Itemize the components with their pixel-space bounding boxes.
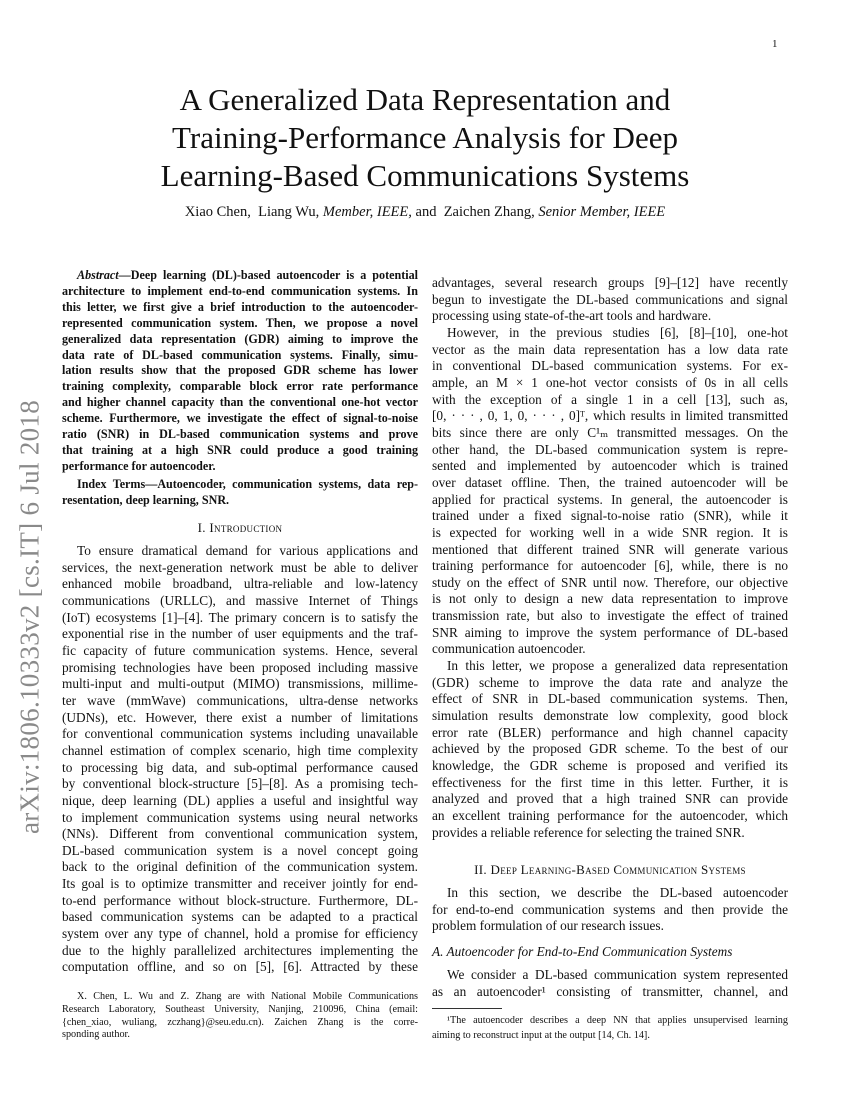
text-line: (NNs). Different from conventional communication system,: [62, 826, 418, 842]
title-line: Training-Performance Analysis for Deep: [172, 120, 678, 155]
text-line: an excellent training performance for the autoencoder, which: [432, 808, 788, 823]
arxiv-watermark[interactable]: arXiv:1806.10333v2 [cs.IT] 6 Jul 2018: [14, 399, 45, 835]
introduction-text-continued: [432, 275, 788, 841]
author: Liang Wu,: [258, 204, 320, 220]
text-line: training complexity, comparable block error rate performance: [62, 379, 418, 394]
text-line: fic capacity of future communication systems. Hence, several: [62, 642, 418, 658]
text-line: [0, · · · , 0, 1, 0, · · · , 0]ᵀ, which results in limited transmitted: [432, 408, 788, 424]
introduction-text: [62, 543, 418, 976]
text-line: analyzed and proved that a high trained SNR can provide: [432, 791, 788, 807]
text-line: architecture to implement end-to-end communication systems. In: [62, 283, 418, 298]
text-line: data rate of DL-based communication systems. Finally, simu-: [62, 347, 418, 362]
text-line: We consider a DL-based communication system represented: [447, 967, 788, 982]
text-line: ample, an M × 1 one-hot vector consists of 0s in all cells: [432, 374, 788, 390]
text-line: that training at a high SNR could produce a good training: [62, 442, 418, 457]
section-heading-introduction: I. Introduction: [197, 520, 283, 535]
author-list: [0, 204, 850, 221]
text-line: exponential rise in the number of user equipments and the traf-: [62, 626, 418, 642]
text-line: (IoT) ecosystems [1]–[4]. The primary concern is to satisfy the: [62, 609, 418, 625]
text-line: aiming to reconstruct input at the output [14, Ch. 14].: [432, 1029, 650, 1041]
text-line: is not only to design a new data representation to improve: [432, 591, 788, 607]
text-line: nique, deep learning (DL) applies a useful and insightful way: [62, 792, 418, 808]
paper-title: [0, 81, 850, 195]
text-line: scheme. Furthermore, we investigate the effect of signal-to-noise: [62, 411, 418, 426]
text-line: is expected for working well in a wide SNR region. It is: [432, 524, 788, 540]
text-line: transmission rate, but also to investigate the effect of trained: [432, 608, 788, 624]
footnote-rule: [432, 1008, 502, 1009]
subsection-heading: A. Autoencoder for End-to-End Communication Systems: [432, 944, 733, 959]
text-line: as an autoencoder¹ consisting of transmitter, channel, and: [432, 983, 788, 999]
text-line: for end-to-end communication systems and then provide the: [432, 901, 788, 917]
text-line: In this section, we describe the DL-based autoencoder: [447, 885, 788, 900]
text-line: in conventional DL-based communication systems. For ex-: [432, 358, 788, 374]
text-line: computation offline, and so on [5], [6]. Attracted by these: [62, 959, 418, 975]
author-conjunction: and: [415, 204, 437, 220]
text-line: In this letter, we propose a generalized data representation: [447, 658, 788, 674]
text-line: services, the next-generation network must be able to deliver: [62, 559, 418, 575]
text-line: over dataset offline. Then, the trained autoencoder will be: [432, 474, 788, 490]
text-line: error rate (BLER) performance and high channel capacity: [432, 724, 788, 740]
text-line: bits since there are only C¹ₘ transmitted messages. On the: [432, 424, 788, 440]
text-line: trained under a fixed signal-to-noise ratio (SNR), while it: [432, 508, 788, 524]
text-line: vector as the main data representation has a low data rate: [432, 341, 788, 357]
text-line: to processing big data, and sub-optimal performance caused: [62, 759, 418, 775]
text-line: to implement communication systems using neural networks: [62, 809, 418, 825]
text-line: problem formulation of our research issues.: [432, 918, 664, 934]
text-line: {chen_xiao, wuliang, zczhang}@seu.edu.cn). Zaichen Zhang is the corre-: [62, 1016, 418, 1028]
text-line: other hand, the DL-based communication system is repre-: [432, 441, 788, 457]
footnote-1: [432, 1014, 788, 1043]
text-line: performance for autoencoder.: [62, 458, 216, 473]
text-line: SNR aiming to improve the system performance of DL-based: [432, 624, 788, 640]
text-line: [62, 268, 418, 284]
text-line: generalized data representation (GDR) aiming to improve the: [62, 331, 418, 346]
abstract: [62, 268, 418, 475]
text-line: provides a reliable reference for selecting the trained SNR.: [432, 824, 745, 840]
section2-text: [432, 885, 788, 935]
text-line: (GDR) scheme to improve the data rate and analyze the: [432, 674, 788, 690]
section-label: Index Terms: [77, 477, 146, 491]
text-line: communications (URLLC), and massive Internet of Things: [62, 592, 418, 608]
text-line: lation results show that the proposed GDR scheme has lower: [62, 363, 418, 378]
text-line: mentioned that different trained SNR will generate various: [432, 541, 788, 557]
text-line: communication autoencoder.: [432, 641, 586, 657]
page-number: 1: [772, 38, 778, 50]
text-line: advantages, several research groups [9]–[12] have recently: [432, 275, 788, 290]
author: Xiao Chen,: [184, 204, 251, 220]
text-line: effect of SNR in DL-based communication systems. Then,: [432, 691, 788, 707]
text-line: channel estimation of complex scenario, high time complexity: [62, 742, 418, 758]
text-line: effectiveness for the first time in this letter. Further, it is: [432, 774, 788, 790]
text-line: simulation results demonstrate low complexity, good block: [432, 708, 788, 724]
text-line: to-end performance without block-structure. Furthermore, DL-: [62, 892, 418, 908]
author-role: Senior Member, IEEE: [538, 204, 666, 220]
text-line: system over any type of channel, hold a promise for efficiency: [62, 926, 418, 942]
text-line: ratio (SNR) in DL-based communication systems and prove: [62, 427, 418, 442]
text-line: ¹The autoencoder describes a deep NN that applies unsupervised learning: [447, 1015, 788, 1026]
line-text: —Deep learning (DL)-based autoencoder is a potential: [118, 268, 418, 282]
text-line: processing using state-of-the-art tools and hardware.: [432, 308, 712, 324]
author: Zaichen Zhang,: [443, 204, 535, 220]
text-line: resentation, deep learning, SNR.: [62, 492, 230, 507]
text-line: However, in the previous studies [6], [8]–[10], one-hot: [447, 324, 788, 340]
subsection-text: [432, 967, 788, 1000]
text-line: study on the effect of SNR until now. Therefore, our objective: [432, 574, 788, 590]
text-line: X. Chen, L. Wu and Z. Zhang are with National Mobile Communications: [77, 991, 418, 1002]
text-line: training performance for autoencoder [6], while, there is no: [432, 558, 788, 574]
text-line: begun to investigate the DL-based communications and signal: [432, 291, 788, 307]
text-line: Its goal is to optimize transmitter and receiver jointly for end-: [62, 876, 418, 892]
text-line: this letter, we first give a brief introduction to the autoencoder-: [62, 299, 418, 314]
title-line: Learning-Based Communications Systems: [160, 158, 690, 193]
text-line: knowledge, the GDR scheme is proposed and verified its: [432, 758, 788, 774]
text-line: due to the highly parallelized architectures implementing the: [62, 942, 418, 958]
text-line: DL-based communication system is a novel concept going: [62, 842, 418, 858]
title-line: A Generalized Data Representation and: [179, 82, 671, 117]
text-line: by conventional block-structure [5]–[8]. As a promising tech-: [62, 776, 418, 792]
author-role: Member, IEEE,: [322, 204, 412, 220]
text-line: (UDNs), etc. However, there exist a number of limitations: [62, 709, 418, 725]
text-line: Research Laboratory, Southeast University, Nanjing, 210096, China (email:: [62, 1003, 418, 1015]
text-line: applied for practical systems. In general, the autoencoder is: [432, 491, 788, 507]
text-line: with the exception of a single 1 in a cell [13], such as,: [432, 391, 788, 407]
section-heading-dl-systems: II. Deep Learning-Based Communication Systems: [474, 862, 746, 877]
text-line: To ensure dramatical demand for various applications and: [77, 543, 418, 558]
text-line: ter wave (mmWave) communications, ultra-dense networks: [62, 692, 418, 708]
text-line: sented and implemented by autoencoder which is trained: [432, 458, 788, 474]
affiliation-footnote: [62, 991, 418, 1042]
index-terms: [62, 477, 418, 508]
text-line: sponding author.: [62, 1029, 130, 1041]
text-line: enhanced mobile broadband, ultra-reliable and low-latency: [62, 576, 418, 592]
section-label: Abstract: [77, 268, 119, 282]
line-text: —Autoencoder, communication systems, data rep-: [145, 477, 418, 491]
text-line: for conventional communication systems including unavailable: [62, 726, 418, 742]
text-line: based communication systems can be adapted to a practical: [62, 909, 418, 925]
text-line: promising technologies have been proposed including massive: [62, 659, 418, 675]
text-line: achieved by the proposed GDR scheme. To the best of our: [432, 741, 788, 757]
text-line: represented communication system. Then, we propose a novel: [62, 315, 418, 330]
text-line: back to the original definition of the communication system.: [62, 859, 418, 875]
text-line: and higher channel capacity than the conventional one-hot vector: [62, 395, 418, 410]
text-line: [62, 477, 418, 493]
text-line: multi-input and multi-output (MIMO) transmissions, millime-: [62, 676, 418, 692]
